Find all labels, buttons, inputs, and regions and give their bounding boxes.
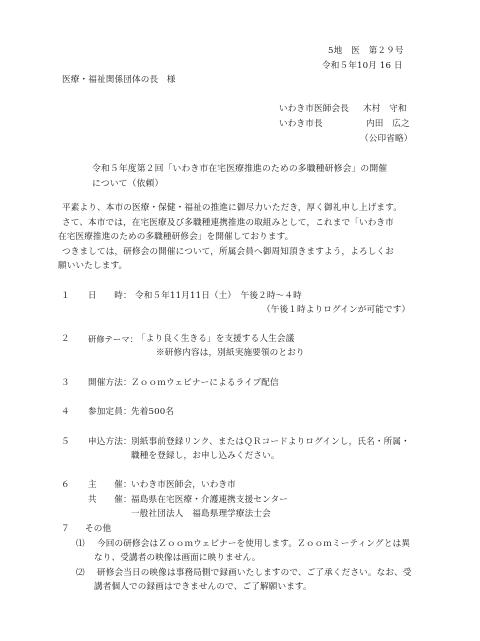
sender-2-name: 内田 広之 bbox=[366, 119, 410, 129]
body-paragraph-2-line-1: さて、本市では，在宅医療及び多職種連携推進の取組みとして，これまで「いわき市 bbox=[62, 218, 394, 228]
item-5-value-line-1: 別紙事前登録リンク、またはＱＲコードよりログインし，氏名・所属・ bbox=[131, 437, 410, 447]
item-6-number: ６ bbox=[61, 480, 70, 490]
item-3-number: ３ bbox=[61, 378, 70, 388]
item-7-sub-2-line-1: 研修会当日の映像は事務局側で録画いたしますので、ご了承ください。なお、受 bbox=[97, 568, 412, 578]
item-7-sub-1-line-2: なり、受講者の映像は画面に映りません。 bbox=[94, 553, 261, 563]
document-number: 5地 医 第２９号 bbox=[328, 46, 404, 56]
item-2-label: 研修テーマ： bbox=[88, 334, 139, 344]
item-5-label: 申込方法： bbox=[88, 437, 132, 447]
body-paragraph-2-line-2: 在宅医療推進のための多職種研修会」を開催しております。 bbox=[58, 232, 294, 242]
recipient: 医療・福祉関係団体の長 様 bbox=[62, 75, 176, 85]
item-3-label: 開催方法： bbox=[88, 378, 132, 388]
item-6-cosponsor-label: 共 催： bbox=[88, 495, 132, 505]
sender-2-title: いわき市長 bbox=[279, 119, 323, 129]
document-title-line-1: 令和５年度第２回「いわき市在宅医療推進のための多職種研修会」の開催 bbox=[92, 164, 388, 174]
item-3-value: Ｚｏｏｍウェビナーによるライブ配信 bbox=[131, 378, 279, 388]
item-1-label: 日 時： bbox=[88, 291, 132, 301]
item-7-label: その他 bbox=[85, 524, 112, 534]
document-date: 令和５年10月 16 日 bbox=[322, 61, 403, 71]
item-4-label: 参加定員： bbox=[88, 407, 132, 417]
item-1-number: １ bbox=[61, 291, 70, 301]
item-7-sub-2-number: ⑵ bbox=[76, 568, 85, 578]
item-1-value: 令和５年11月11日（土） 午後２時～４時 bbox=[135, 291, 302, 301]
item-4-value: 先着500名 bbox=[131, 407, 175, 417]
item-6-cosponsor-value-1: 福島県在宅医療・介護連携支援センター bbox=[131, 495, 289, 505]
document-title-line-2: について（依頼） bbox=[92, 179, 164, 189]
item-1-note: （午後１時よりログインが可能です） bbox=[262, 305, 411, 315]
item-7-number: ７ bbox=[61, 524, 70, 534]
item-2-number: ２ bbox=[61, 334, 70, 344]
seal-omitted-note: （公印省略） bbox=[360, 134, 413, 144]
item-5-number: ５ bbox=[61, 437, 70, 447]
sender-1-name: 木村 守和 bbox=[363, 104, 407, 114]
item-7-sub-2-line-2: 講者個人での録画はできませんので、ご了解願います。 bbox=[94, 582, 312, 592]
item-6-cosponsor-value-2: 一般社団法人 福島県理学療法士会 bbox=[131, 509, 271, 519]
body-paragraph-3-line-2: 願いいたします。 bbox=[58, 261, 128, 271]
item-2-value: 「より良く生きる」を支援する人生会議 bbox=[137, 334, 295, 344]
item-4-number: ４ bbox=[61, 407, 70, 417]
item-6-organizer-label: 主 催： bbox=[88, 480, 132, 490]
item-7-sub-1-line-1: 今回の研修会はＺｏｏｍウェビナーを使用します。Ｚｏｏｍミーティングとは異 bbox=[97, 539, 411, 549]
item-2-note: ※研修内容は，別紙実施要領のとおり bbox=[156, 348, 305, 358]
item-5-value-line-2: 職種を登録し，お申し込みください。 bbox=[131, 451, 280, 461]
body-paragraph-1: 平素より、本市の医療・保健・福祉の推進に御尽力いただき，厚く御礼申し上げます。 bbox=[62, 203, 402, 213]
item-7-sub-1-number: ⑴ bbox=[76, 539, 85, 549]
item-6-organizer-value: いわき市医師会，いわき市 bbox=[131, 480, 236, 490]
sender-1-title: いわき市医師会長 bbox=[279, 104, 349, 114]
body-paragraph-3-line-1: つきましては，研修会の開催について，所属会員へ御周知頂きますよう，よろしくお bbox=[62, 247, 394, 257]
